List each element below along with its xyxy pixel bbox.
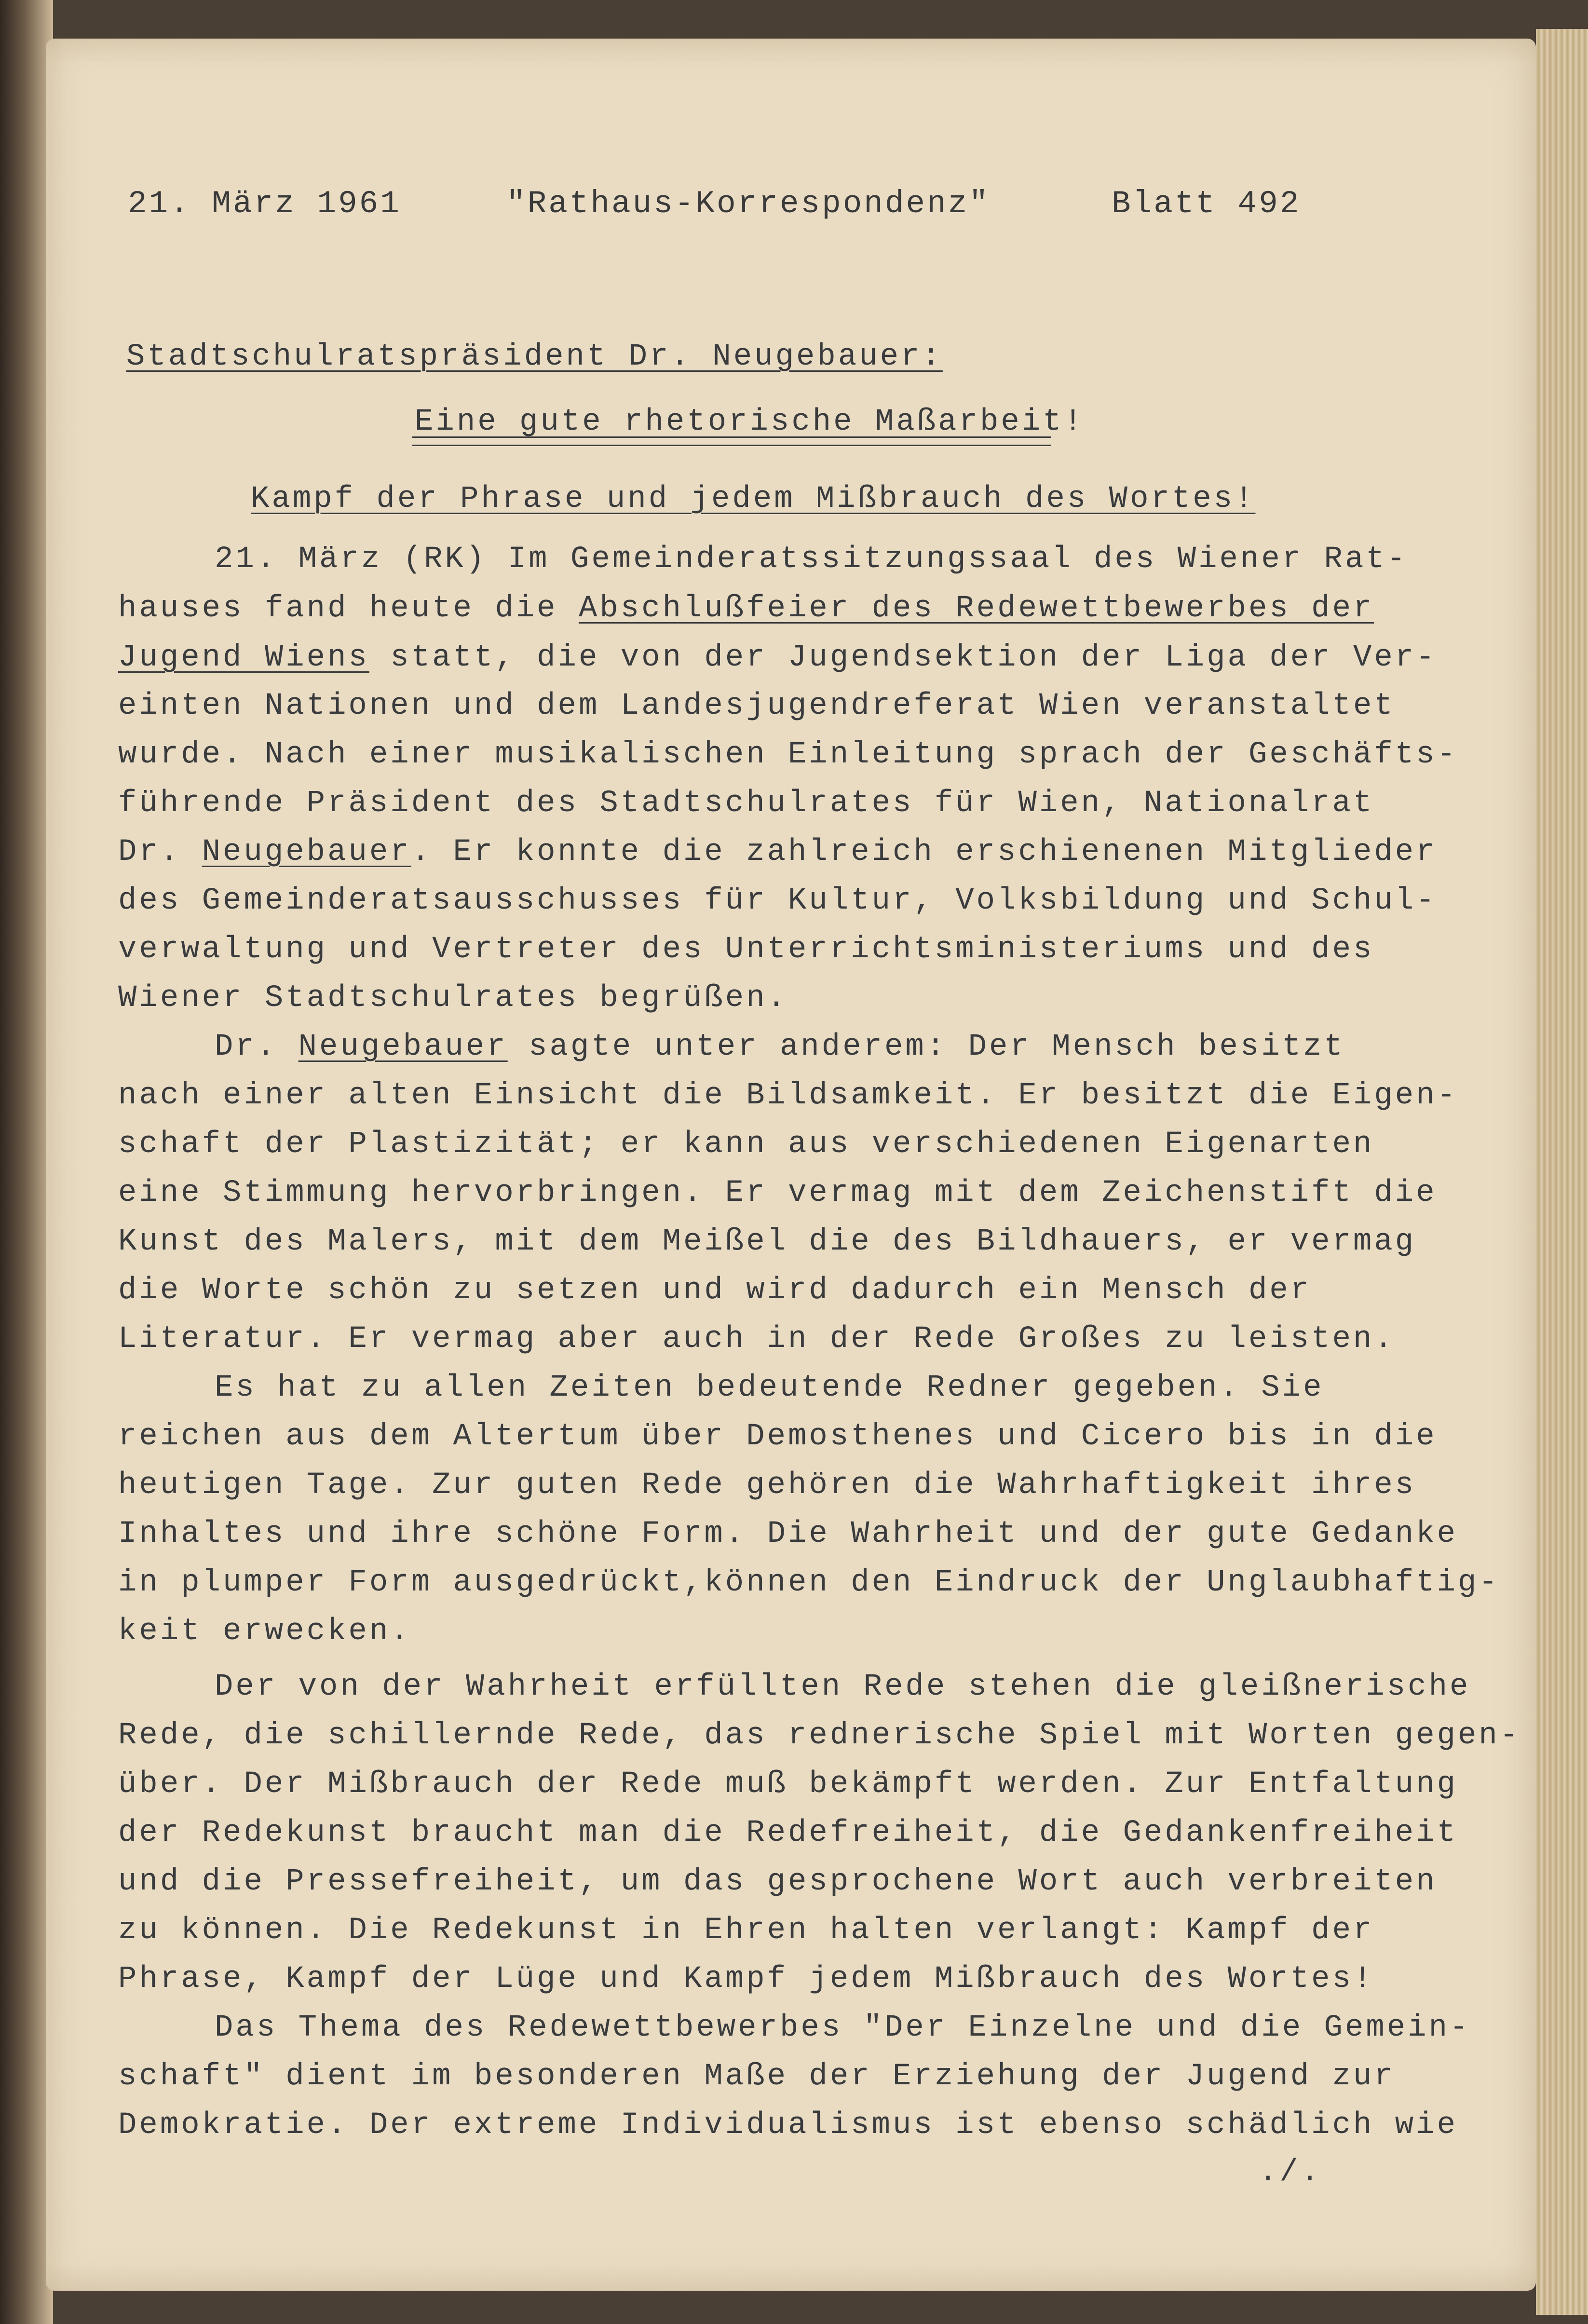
- underlined-phrase: Jugend Wiens: [118, 640, 369, 675]
- body-line: zu können. Die Redekunst in Ehren halten verlangt: Kampf der: [118, 1913, 1374, 1948]
- body-line: 21. März (RK) Im Gemeinderatssitzungssaal des Wiener Rat-: [215, 542, 1408, 577]
- book-gutter: [0, 0, 53, 2324]
- header-publication: "Rathaus-Korrespondenz": [506, 186, 990, 222]
- body-line: Dr. Neugebauer sagte unter anderem: Der Mensch besitzt: [215, 1030, 1345, 1064]
- body-line: schaft der Plastizität; er kann aus verschiedenen Eigenarten: [118, 1127, 1374, 1162]
- body-line: reichen aus dem Altertum über Demosthenes und Cicero bis in die: [118, 1419, 1437, 1454]
- underlined-phrase: Abschlußfeier des Redewettbewerbes der: [578, 591, 1374, 626]
- body-line: führende Präsident des Stadtschulrates für Wien, Nationalrat: [118, 786, 1374, 821]
- body-line: Rede, die schillernde Rede, das rednerische Spiel mit Worten gegen-: [118, 1718, 1521, 1753]
- body-line: Inhaltes und ihre schöne Form. Die Wahrheit und der gute Gedanke: [118, 1517, 1458, 1551]
- underlined-name: Neugebauer: [202, 835, 411, 870]
- header-date: 21. März 1961: [128, 186, 401, 222]
- underlined-name: Neugebauer: [298, 1030, 508, 1064]
- body-line: des Gemeinderatsausschusses für Kultur, Volksbildung und Schul-: [118, 883, 1437, 918]
- headline-double-rule: [412, 436, 1051, 446]
- body-line: Es hat zu allen Zeiten bedeutende Redner gegeben. Sie: [215, 1371, 1324, 1405]
- continuation-mark: ./.: [1259, 2155, 1322, 2190]
- body-line: Der von der Wahrheit erfüllten Rede stehen die gleißnerische: [215, 1670, 1471, 1704]
- page-stack-edge: [1536, 29, 1588, 2315]
- body-line: hauses fand heute die Abschlußfeier des Redewettbewerbes der: [118, 591, 1374, 626]
- body-line: wurde. Nach einer musikalischen Einleitung sprach der Geschäfts-: [118, 737, 1458, 772]
- article-kicker: Stadtschulratspräsident Dr. Neugebauer:: [126, 340, 943, 374]
- body-line: und die Pressefreiheit, um das gesprochene Wort auch verbreiten: [118, 1864, 1437, 1899]
- body-line: Wiener Stadtschulrates begrüßen.: [118, 981, 788, 1016]
- body-line: über. Der Mißbrauch der Rede muß bekämpft werden. Zur Entfaltung: [118, 1767, 1458, 1802]
- body-line: einten Nationen und dem Landesjugendreferat Wien veranstaltet: [118, 689, 1395, 723]
- body-line: Kunst des Malers, mit dem Meißel die des Bildhauers, er vermag: [118, 1224, 1416, 1259]
- article-headline: Eine gute rhetorische Maßarbeit!: [415, 405, 1085, 439]
- article-subheadline: Kampf der Phrase und jedem Mißbrauch des Wortes!: [251, 482, 1256, 516]
- body-line: verwaltung und Vertreter des Unterrichtsministeriums und des: [118, 932, 1374, 967]
- body-line: Jugend Wiens statt, die von der Jugendsektion der Liga der Ver-: [118, 640, 1437, 675]
- body-line: der Redekunst braucht man die Redefreiheit, die Gedankenfreiheit: [118, 1816, 1458, 1850]
- body-line: nach einer alten Einsicht die Bildsamkeit. Er besitzt die Eigen-: [118, 1078, 1458, 1113]
- body-line: eine Stimmung hervorbringen. Er vermag mit dem Zeichenstift die: [118, 1176, 1437, 1210]
- body-line: heutigen Tage. Zur guten Rede gehören die Wahrhaftigkeit ihres: [118, 1468, 1416, 1503]
- body-line: Das Thema des Redewettbewerbes "Der Einzelne und die Gemein-: [215, 2011, 1471, 2045]
- body-line: Phrase, Kampf der Lüge und Kampf jedem Mißbrauch des Wortes!: [118, 1962, 1374, 1997]
- body-line: die Worte schön zu setzen und wird dadurch ein Mensch der: [118, 1273, 1312, 1308]
- body-line: Demokratie. Der extreme Individualismus ist ebenso schädlich wie: [118, 2108, 1458, 2143]
- header-sheet-number: Blatt 492: [1112, 186, 1301, 222]
- body-line: in plumper Form ausgedrückt,können den Eindruck der Unglaubhaftig-: [118, 1565, 1500, 1600]
- body-line: Literatur. Er vermag aber auch in der Rede Großes zu leisten.: [118, 1322, 1395, 1357]
- body-line: Dr. Neugebauer. Er konnte die zahlreich erschienenen Mitglieder: [118, 835, 1437, 870]
- body-line: keit erwecken.: [118, 1614, 411, 1649]
- body-line: schaft" dient im besonderen Maße der Erziehung der Jugend zur: [118, 2059, 1395, 2094]
